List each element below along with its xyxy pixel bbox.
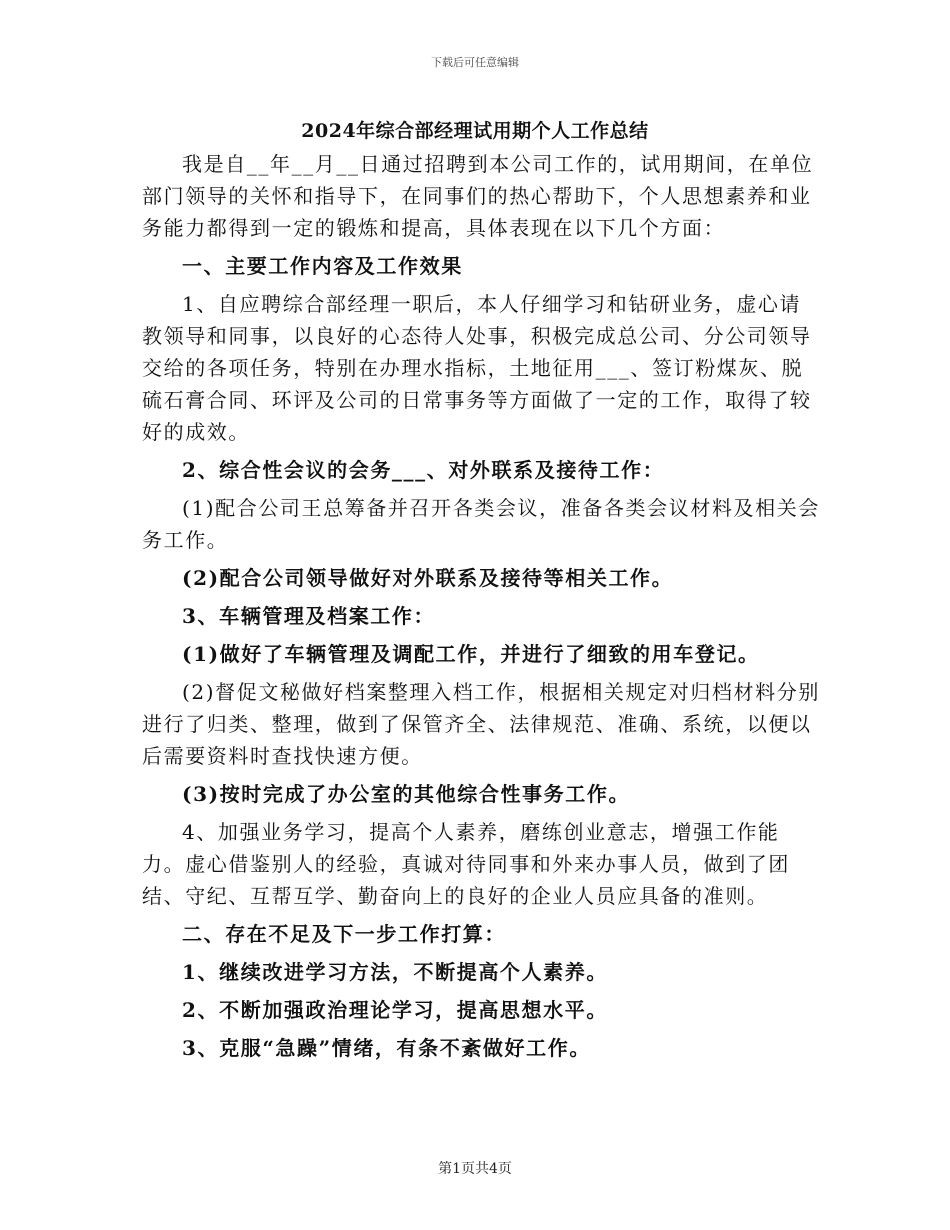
document-body [142,148,822,1070]
paragraph-item-2-2: (2)配合公司领导做好对外联系及接待等相关工作。 [182,566,674,590]
paragraph-item-3-1: (1)做好了车辆管理及调配工作，并进行了细致的用车登记。 [182,642,760,666]
document-title: 2024年综合部经理试用期个人工作总结 [301,120,649,142]
section-heading-shortcomings: 二、存在不足及下一步工作打算： [182,922,506,946]
paragraph-plan-2: 2、不断加强政治理论学习，提高思想水平。 [182,998,608,1022]
paragraph-item-3-2: (2)督促文秘做好档案整理入档工作，根据相关规定对归档材料分别进行了归类、整理，做到了保管齐全、法律规范、准确、系统，以便以后需要资料时查找快速方便。 [142,680,820,768]
subheading-item-2: 2、综合性会议的会务___、对外联系及接待工作： [182,458,665,482]
page-footer: 第1页共4页 [438,1161,512,1177]
paragraph-item-2-1: (1)配合公司王总筹备并召开各类会议，准备各类会议材料及相关会务工作。 [142,496,820,552]
subheading-item-3: 3、车辆管理及档案工作： [182,604,436,628]
section-heading-main-work: 一、主要工作内容及工作效果 [182,254,463,278]
paragraph-plan-1: 1、继续改进学习方法，不断提高个人素养。 [182,960,608,984]
header-note: 下载后可任意编辑 [431,56,519,69]
paragraph-item-4: 4、加强业务学习，提高个人素养，磨练创业意志，增强工作能力。虚心借鉴别人的经验，真诚对待同事和外来办事人员，做到了团结、守纪、互帮互学、勤奋向上的良好的企业人员应具备的准则。 [142,820,790,908]
paragraph-plan-3: 3、克服“急躁”情绪，有条不紊做好工作。 [182,1036,591,1060]
paragraph-item-1: 1、自应聘综合部经理一职后，本人仔细学习和钻研业务，虚心请教领导和同事，以良好的心态待人处事，积极完成总公司、分公司领导交给的各项任务，特别在办理水指标，土地征用___、签订粉煤灰、脱硫石膏合同、环评及公司的日常事务等方面做了一定的工作，取得了较好的成效。 [142,292,812,444]
paragraph-item-3-3: (3)按时完成了办公室的其他综合性事务工作。 [182,782,631,806]
paragraph-intro: 我是自__年__月__日通过招聘到本公司工作的，试用期间，在单位部门领导的关怀和指导下，在同事们的热心帮助下，个人思想素养和业务能力都得到一定的锻炼和提高，具体表现在以下几个方面： [142,152,814,240]
